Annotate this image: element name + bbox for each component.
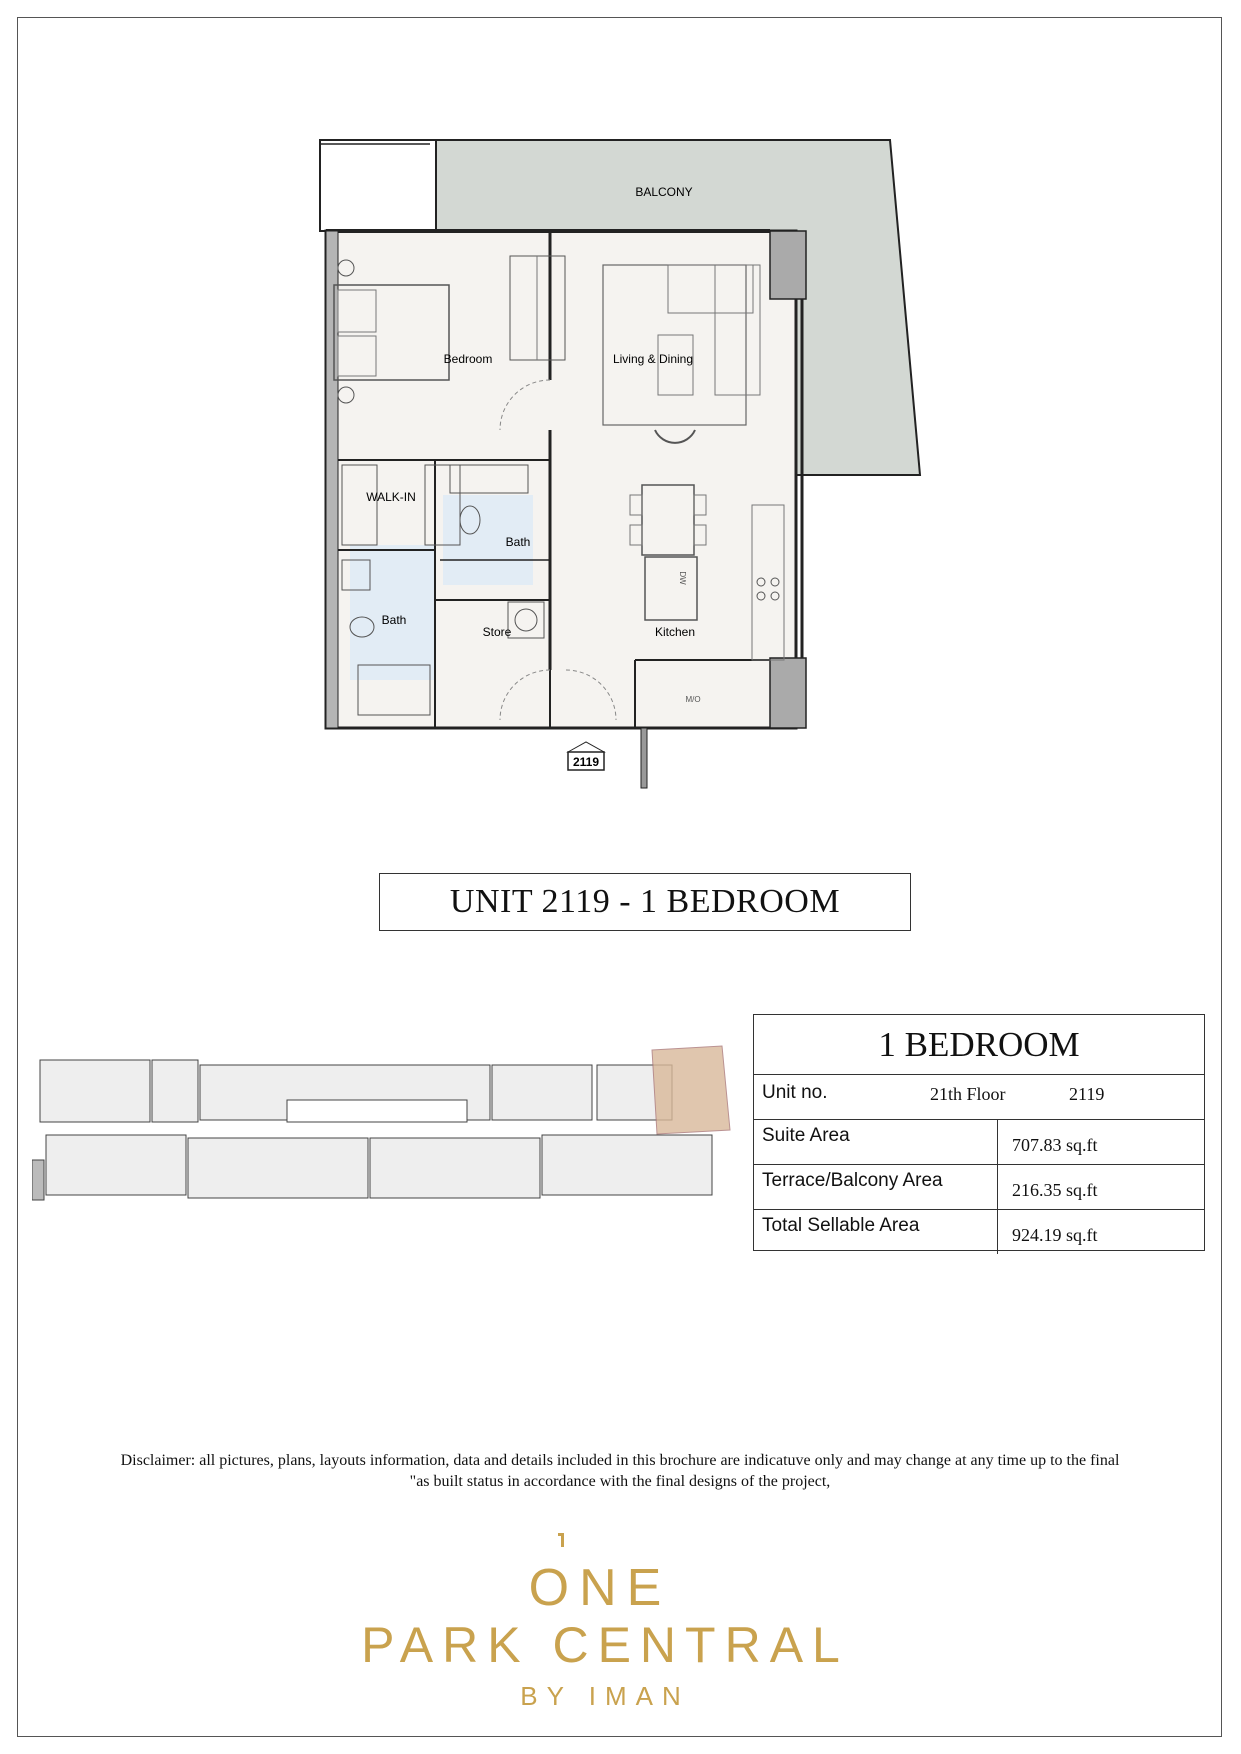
room-label-living-dining: Living & Dining (612, 352, 694, 366)
suite-area-value: 707.83 sq.ft (997, 1120, 1206, 1164)
unit-title: UNIT 2119 - 1 BEDROOM (379, 873, 911, 931)
floor-plan (310, 130, 930, 790)
balcony-left-slab (320, 140, 436, 231)
suite-area-label: Suite Area (762, 1125, 850, 1146)
room-label-bath-2: Bath (381, 613, 407, 627)
floor-value: 21th Floor (930, 1084, 1006, 1104)
room-label-bedroom: Bedroom (443, 352, 493, 366)
room-label-balcony: BALCONY (635, 185, 693, 199)
disclaimer (60, 1450, 1180, 1492)
table-row (754, 1165, 1204, 1210)
table-row (754, 1120, 1204, 1165)
key-plan (32, 1040, 747, 1220)
unit-number-row (754, 1075, 1204, 1120)
room-label-walk-in: WALK-IN (366, 490, 416, 504)
appliance-label-dw: DW (678, 571, 687, 585)
disclaimer-line-1: Disclaimer: all pictures, plans, layouts information, data and details included in this brochure are indicatuve only and may change at any time up to the final (120, 1452, 1120, 1469)
unit-no-label: Unit no. (762, 1082, 828, 1103)
balcony-area-label: Terrace/Balcony Area (762, 1170, 943, 1191)
logo-line-by-iman: BY IMAN (520, 1681, 690, 1711)
appliance-label-mo: M/O (685, 695, 701, 704)
logo-line-one: ONE (528, 1559, 672, 1617)
total-area-value: 924.19 sq.ft (997, 1210, 1206, 1254)
brand-logo (330, 1520, 910, 1720)
room-label-bath-1: Bath (505, 535, 531, 549)
unit-number-value: 2119 (1069, 1084, 1105, 1104)
logo-line-park-central: PARK CENTRAL (361, 1617, 849, 1673)
table-row (754, 1210, 1204, 1254)
room-label-kitchen: Kitchen (654, 625, 696, 639)
balcony-area-value: 216.35 sq.ft (997, 1165, 1206, 1209)
unit-info-table (753, 1014, 1205, 1251)
disclaimer-line-2: "as built status in accordance with the final designs of the project, (409, 1473, 831, 1490)
unit-highlight (652, 1046, 730, 1134)
room-label-store: Store (482, 625, 512, 639)
entrance-tag: 2119 (572, 755, 600, 769)
info-heading: 1 BEDROOM (754, 1015, 1204, 1075)
total-area-label: Total Sellable Area (762, 1215, 920, 1236)
